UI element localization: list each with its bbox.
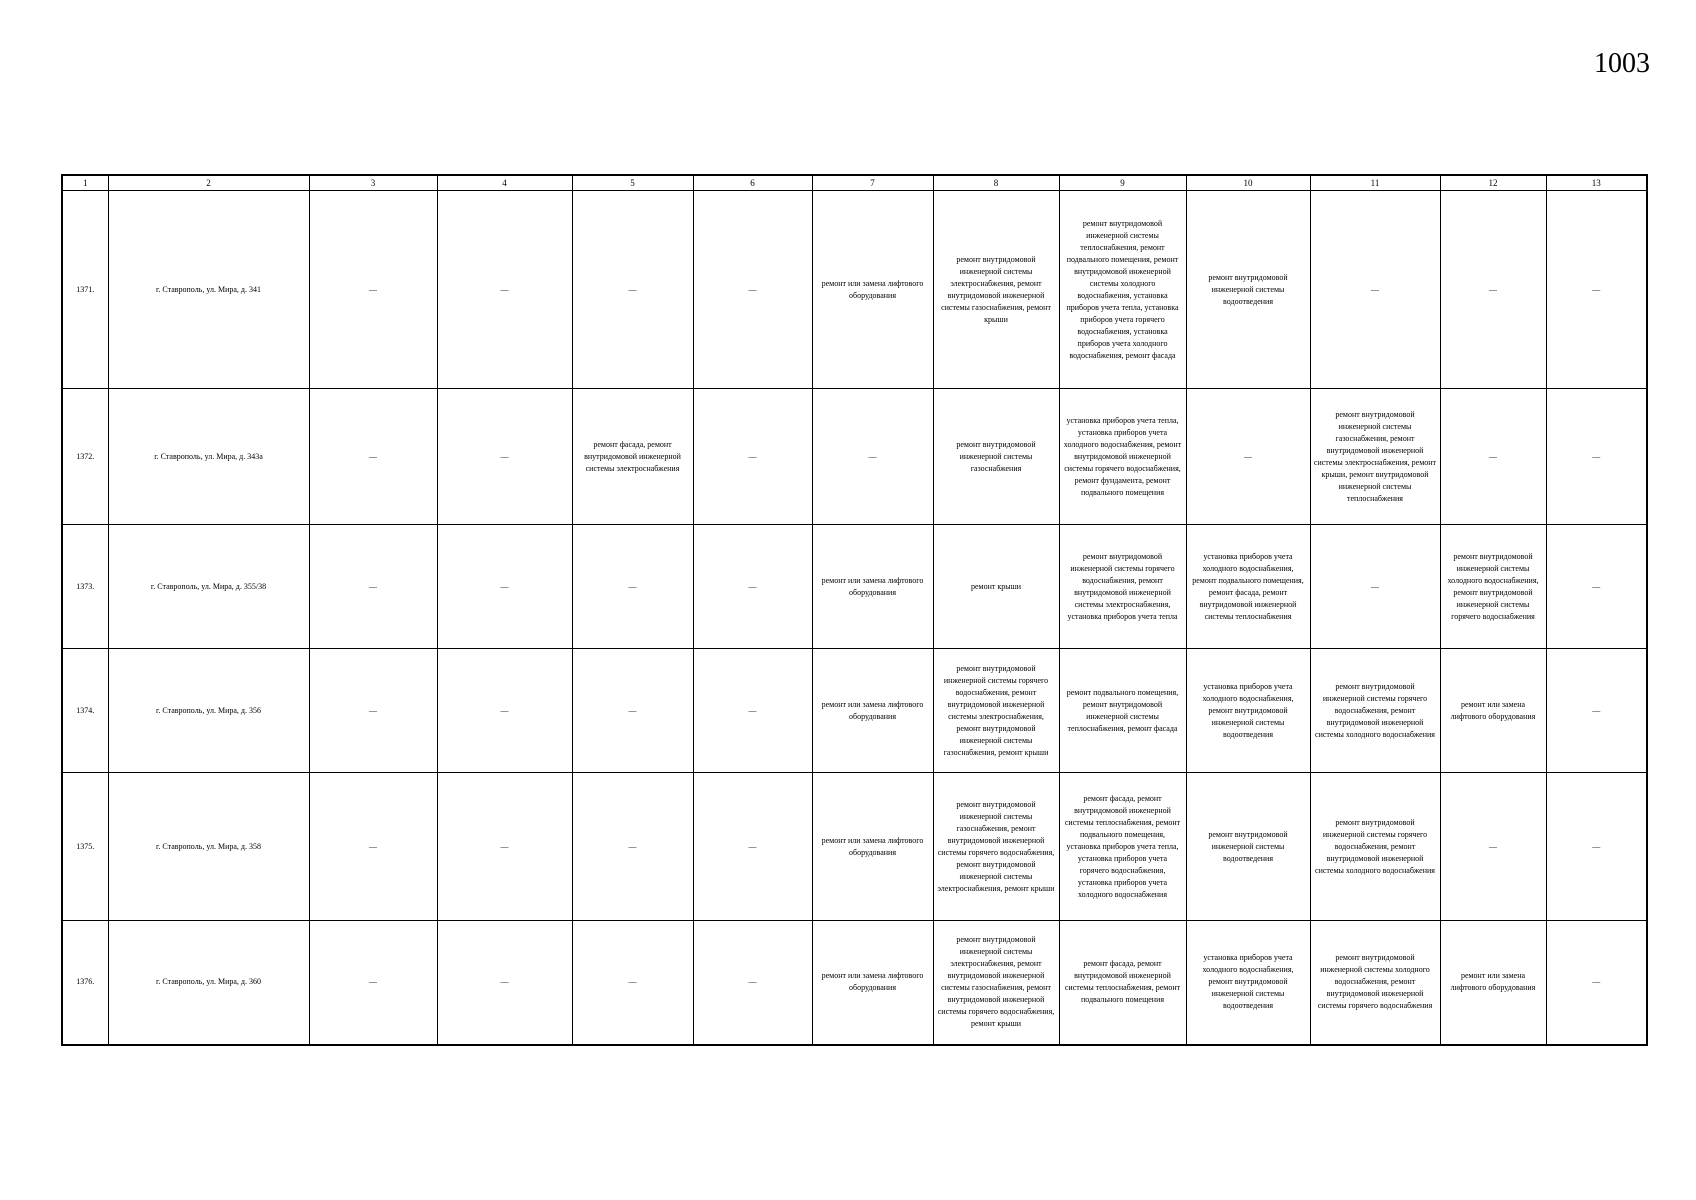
work-cell: — bbox=[572, 773, 693, 921]
column-number: 7 bbox=[812, 175, 933, 191]
work-cell: — bbox=[1546, 773, 1647, 921]
work-cell: ремонт внутридомовой инженерной системы холодного водоснабжения, ремонт внутридомовой инженерной системы горячего водоснабжения bbox=[1440, 525, 1546, 649]
work-cell: — bbox=[572, 649, 693, 773]
column-number: 10 bbox=[1186, 175, 1310, 191]
table-row bbox=[62, 773, 1647, 921]
work-cell: — bbox=[1310, 525, 1440, 649]
work-cell: — bbox=[693, 191, 812, 389]
work-cell: — bbox=[693, 389, 812, 525]
column-number: 13 bbox=[1546, 175, 1647, 191]
work-cell: — bbox=[1440, 773, 1546, 921]
work-cell: — bbox=[309, 921, 437, 1045]
table-row bbox=[62, 649, 1647, 773]
work-cell: ремонт фасада, ремонт внутридомовой инженерной системы теплоснабжения, ремонт подвального помещения bbox=[1059, 921, 1186, 1045]
work-cell: — bbox=[309, 649, 437, 773]
column-number: 8 bbox=[933, 175, 1059, 191]
work-cell: ремонт внутридомовой инженерной системы газоснабжения, ремонт внутридомовой инженерной системы горячего водоснабжения, ремонт внутридомовой инженерной системы электроснабжения, ремонт крыши bbox=[933, 773, 1059, 921]
work-cell: — bbox=[437, 191, 572, 389]
work-cell: — bbox=[1546, 389, 1647, 525]
work-cell: — bbox=[1310, 191, 1440, 389]
work-cell: ремонт или замена лифтового оборудования bbox=[812, 649, 933, 773]
work-cell: ремонт внутридомовой инженерной системы водоотведения bbox=[1186, 773, 1310, 921]
work-cell: ремонт или замена лифтового оборудования bbox=[812, 773, 933, 921]
work-cell: ремонт подвального помещения, ремонт внутридомовой инженерной системы теплоснабжения, ремонт фасада bbox=[1059, 649, 1186, 773]
work-cell: ремонт или замена лифтового оборудования bbox=[1440, 649, 1546, 773]
work-cell: ремонт фасада, ремонт внутридомовой инженерной системы электроснабжения bbox=[572, 389, 693, 525]
column-number: 2 bbox=[108, 175, 309, 191]
work-cell: — bbox=[812, 389, 933, 525]
column-number: 12 bbox=[1440, 175, 1546, 191]
work-cell: установка приборов учета холодного водоснабжения, ремонт внутридомовой инженерной системы водоотведения bbox=[1186, 921, 1310, 1045]
work-cell: ремонт внутридомовой инженерной системы газоснабжения bbox=[933, 389, 1059, 525]
work-cell: — bbox=[309, 389, 437, 525]
work-cell: — bbox=[309, 191, 437, 389]
work-cell: — bbox=[309, 525, 437, 649]
building-address: г. Ставрополь, ул. Мира, д. 360 bbox=[108, 921, 309, 1045]
work-cell: — bbox=[437, 649, 572, 773]
building-address: г. Ставрополь, ул. Мира, д. 356 bbox=[108, 649, 309, 773]
work-cell: — bbox=[1440, 191, 1546, 389]
work-cell: — bbox=[693, 921, 812, 1045]
work-cell: ремонт внутридомовой инженерной системы теплоснабжения, ремонт подвального помещения, ремонт внутридомовой инженерной системы холодного водоснабжения, установка приборов учета тепла, установка приборов учета горячего водоснабжения, установка приборов учета холодного водоснабжения, ремонт фасада bbox=[1059, 191, 1186, 389]
work-cell: ремонт или замена лифтового оборудования bbox=[1440, 921, 1546, 1045]
work-cell: ремонт внутридомовой инженерной системы газоснабжения, ремонт внутридомовой инженерной системы электроснабжения, ремонт крыши, ремонт внутридомовой инженерной системы теплоснабжения bbox=[1310, 389, 1440, 525]
column-number-row bbox=[62, 175, 1647, 191]
row-number: 1374. bbox=[62, 649, 108, 773]
table-row bbox=[62, 389, 1647, 525]
work-cell: — bbox=[572, 921, 693, 1045]
column-number: 1 bbox=[62, 175, 108, 191]
work-cell: установка приборов учета холодного водоснабжения, ремонт подвального помещения, ремонт фасада, ремонт внутридомовой инженерной системы теплоснабжения bbox=[1186, 525, 1310, 649]
work-cell: — bbox=[693, 525, 812, 649]
work-cell: — bbox=[1440, 389, 1546, 525]
work-cell: ремонт внутридомовой инженерной системы горячего водоснабжения, ремонт внутридомовой инженерной системы электроснабжения, установка приборов учета тепла bbox=[1059, 525, 1186, 649]
work-cell: ремонт внутридомовой инженерной системы горячего водоснабжения, ремонт внутридомовой инженерной системы холодного водоснабжения bbox=[1310, 649, 1440, 773]
work-cell: ремонт внутридомовой инженерной системы холодного водоснабжения, ремонт внутридомовой инженерной системы горячего водоснабжения bbox=[1310, 921, 1440, 1045]
work-cell: — bbox=[1546, 649, 1647, 773]
work-cell: — bbox=[693, 773, 812, 921]
table-row bbox=[62, 525, 1647, 649]
work-cell: ремонт фасада, ремонт внутридомовой инженерной системы теплоснабжения, ремонт подвального помещения, установка приборов учета тепла, установка приборов учета горячего водоснабжения, установка приборов учета холодного водоснабжения bbox=[1059, 773, 1186, 921]
work-cell: ремонт или замена лифтового оборудования bbox=[812, 191, 933, 389]
work-cell: ремонт внутридомовой инженерной системы электроснабжения, ремонт внутридомовой инженерной системы газоснабжения, ремонт внутридомовой инженерной системы горячего водоснабжения, ремонт крыши bbox=[933, 921, 1059, 1045]
work-cell: ремонт внутридомовой инженерной системы горячего водоснабжения, ремонт внутридомовой инженерной системы холодного водоснабжения bbox=[1310, 773, 1440, 921]
page-number: 1003 bbox=[1594, 48, 1650, 79]
work-cell: — bbox=[1546, 525, 1647, 649]
work-cell: — bbox=[693, 649, 812, 773]
work-cell: установка приборов учета холодного водоснабжения, ремонт внутридомовой инженерной системы водоотведения bbox=[1186, 649, 1310, 773]
work-cell: ремонт внутридомовой инженерной системы водоотведения bbox=[1186, 191, 1310, 389]
building-address: г. Ставрополь, ул. Мира, д. 358 bbox=[108, 773, 309, 921]
column-number: 6 bbox=[693, 175, 812, 191]
table-row bbox=[62, 191, 1647, 389]
row-number: 1376. bbox=[62, 921, 108, 1045]
building-address: г. Ставрополь, ул. Мира, д. 355/38 bbox=[108, 525, 309, 649]
work-cell: — bbox=[1546, 921, 1647, 1045]
work-cell: — bbox=[437, 389, 572, 525]
row-number: 1372. bbox=[62, 389, 108, 525]
building-address: г. Ставрополь, ул. Мира, д. 343а bbox=[108, 389, 309, 525]
work-cell: ремонт или замена лифтового оборудования bbox=[812, 921, 933, 1045]
column-number: 3 bbox=[309, 175, 437, 191]
work-cell: ремонт внутридомовой инженерной системы электроснабжения, ремонт внутридомовой инженерной системы газоснабжения, ремонт крыши bbox=[933, 191, 1059, 389]
column-number: 11 bbox=[1310, 175, 1440, 191]
work-cell: — bbox=[1186, 389, 1310, 525]
column-number: 5 bbox=[572, 175, 693, 191]
column-number: 4 bbox=[437, 175, 572, 191]
work-cell: — bbox=[437, 921, 572, 1045]
capital-repair-table bbox=[61, 174, 1648, 1046]
row-number: 1373. bbox=[62, 525, 108, 649]
work-cell: — bbox=[437, 773, 572, 921]
work-cell: установка приборов учета тепла, установка приборов учета холодного водоснабжения, ремонт внутридомовой инженерной системы горячего водоснабжения, ремонт фундамента, ремонт подвального помещения bbox=[1059, 389, 1186, 525]
table-row bbox=[62, 921, 1647, 1045]
work-cell: — bbox=[437, 525, 572, 649]
work-cell: — bbox=[309, 773, 437, 921]
work-cell: ремонт внутридомовой инженерной системы горячего водоснабжения, ремонт внутридомовой инженерной системы электроснабжения, ремонт внутридомовой инженерной системы газоснабжения, ремонт крыши bbox=[933, 649, 1059, 773]
work-cell: — bbox=[1546, 191, 1647, 389]
work-cell: — bbox=[572, 191, 693, 389]
work-cell: ремонт крыши bbox=[933, 525, 1059, 649]
row-number: 1375. bbox=[62, 773, 108, 921]
work-cell: — bbox=[572, 525, 693, 649]
row-number: 1371. bbox=[62, 191, 108, 389]
building-address: г. Ставрополь, ул. Мира, д. 341 bbox=[108, 191, 309, 389]
column-number: 9 bbox=[1059, 175, 1186, 191]
work-cell: ремонт или замена лифтового оборудования bbox=[812, 525, 933, 649]
